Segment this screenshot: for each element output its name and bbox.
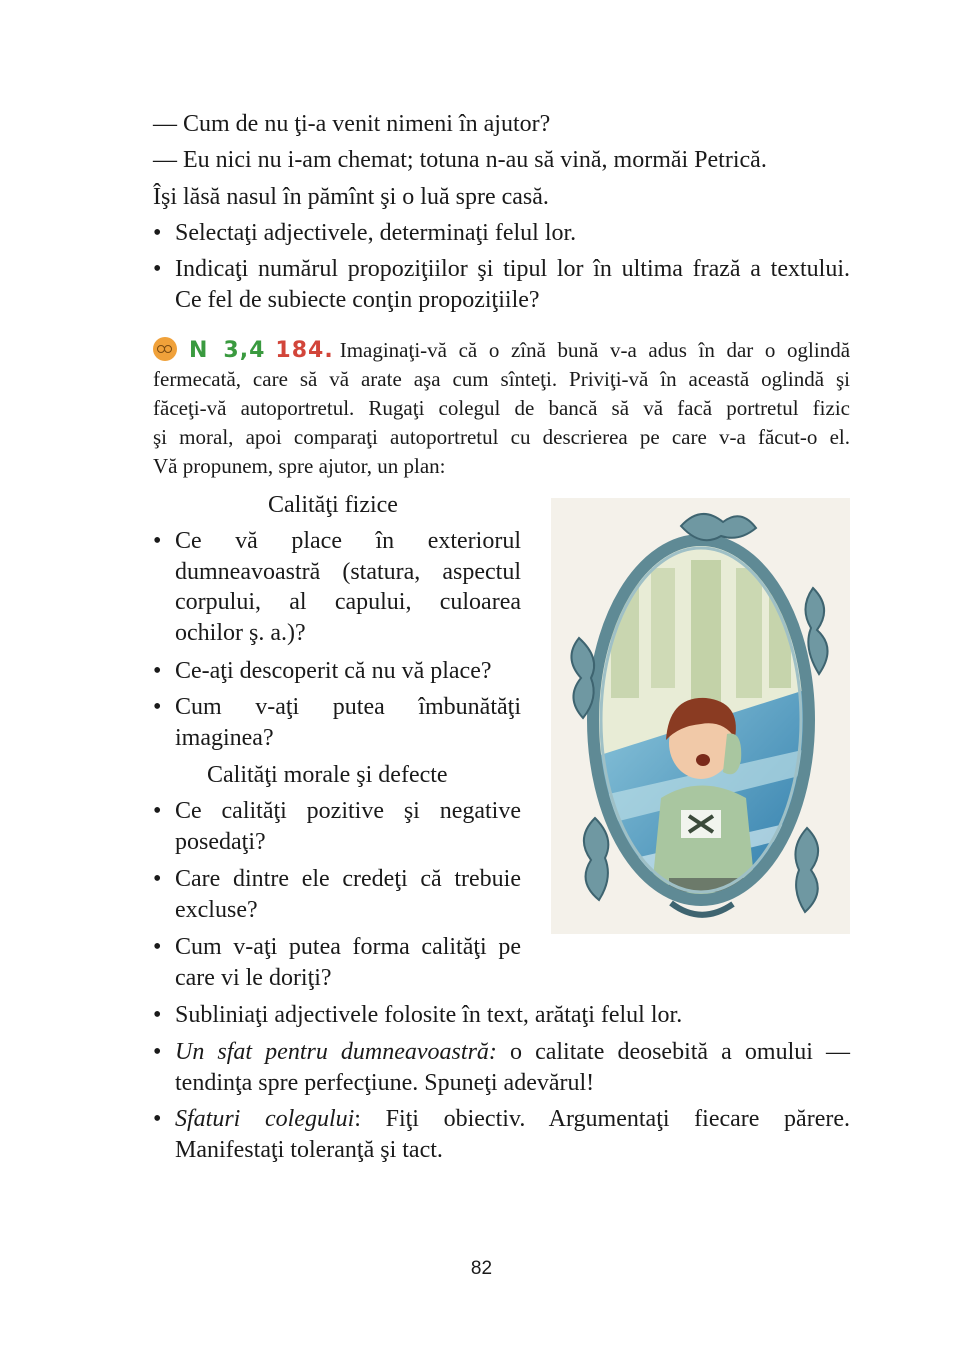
exercise-line-1 [153,336,850,365]
exercise-text: Imaginaţi-vă că o zînă bună v-a adus în dar o oglindă [339,338,851,362]
plan-question-3 [153,692,521,754]
plan-question-4 [153,796,521,858]
exercise-line-4: şi moral, apoi comparaţi autoportretul cu descrierea pe care v-a făcut-o el. [153,425,850,449]
smiley-glasses-icon [153,337,177,361]
plan-heading-physical: Calităţi fizice [268,492,398,518]
task-bullet-5 [153,1104,850,1166]
advice-label: Un sfat pentru dumneavoastră: [175,1039,497,1065]
plan-question-text: Ce vă place în exteriorul dumneavoastră (statura, aspectul corpului, al capului, culoarea ochilor ş. a.)? [175,528,521,646]
task-text: Sfaturi colegului: Fiţi obiectiv. Argumentaţi fiecare părere. Manifestaţi toleranţă şi tact. [175,1106,851,1163]
plan-question-text: Cum v-aţi putea forma calităţi pe care vi le doriţi? [175,934,521,991]
bullet-icon: • [153,798,162,824]
task-text: Subliniaţi adjectivele folosite în text, arătaţi felul lor. [175,1002,683,1028]
task-text: Indicaţi numărul propoziţiilor şi tipul lor în ultima frază a textului. Ce fel de subiecte conţin propoziţiile? [175,256,850,313]
plan-heading-moral: Calităţi morale şi defecte [207,762,448,788]
boy-in-mirror-image [551,498,850,934]
bullet-icon: • [153,528,162,554]
bullet-icon: • [153,658,162,684]
bullet-icon: • [153,934,162,960]
bullet-icon: • [153,220,162,246]
mirror-illustration [551,498,850,934]
bullet-icon: • [153,866,162,892]
page-number: 82 [470,1258,493,1279]
plan-question-text: Care dintre ele credeţi că trebuie excluse? [175,866,521,923]
exercise-level: N 3,4 [189,338,266,363]
plan-question-5 [153,864,521,926]
exercise-184 [153,336,850,481]
bullet-icon: • [153,1002,162,1028]
narration-line: Îşi lăsă nasul în pămînt şi o luă spre casă. [153,184,549,210]
plan-question-text: Ce calităţi pozitive şi negative posedaţi? [175,798,521,855]
plan-question-1 [153,526,521,648]
exercise-line-2: fermecată, care să vă arate aşa cum sînteţi. Priviţi-vă în această oglindă şi [153,367,850,391]
dialogue-line-2: — Eu nici nu i-am chemat; totuna n-au să vină, mormăi Petrică. [153,147,767,173]
exercise-number: 184. [275,338,334,363]
task-text: Un sfat pentru dumneavoastră: o calitate deosebită a omului — tendinţa spre perfecţiune. Spuneţi adevărul! [175,1039,850,1096]
bullet-icon: • [153,694,162,720]
task-bullet-4 [153,1037,850,1099]
plan-question-6 [153,932,521,994]
bullet-icon: • [153,1039,162,1065]
plan-question-text: Cum v-aţi putea îmbunătăţi imaginea? [175,694,521,751]
bullet-icon: • [153,256,162,282]
advice-colleague-label: Sfaturi colegului [175,1106,355,1132]
task-text: Selectaţi adjectivele, determinaţi felul lor. [175,220,577,246]
dialogue-line-1: — Cum de nu ţi-a venit nimeni în ajutor? [153,111,551,137]
bullet-icon: • [153,1106,162,1132]
plan-question-text: Ce-aţi descoperit că nu vă place? [175,658,492,684]
task-bullet-2 [153,254,850,316]
exercise-line-5: Vă propunem, spre ajutor, un plan: [153,454,446,478]
exercise-line-3: făceţi-vă autoportretul. Rugaţi colegul de bancă să vă facă portretul fizic [153,396,850,420]
